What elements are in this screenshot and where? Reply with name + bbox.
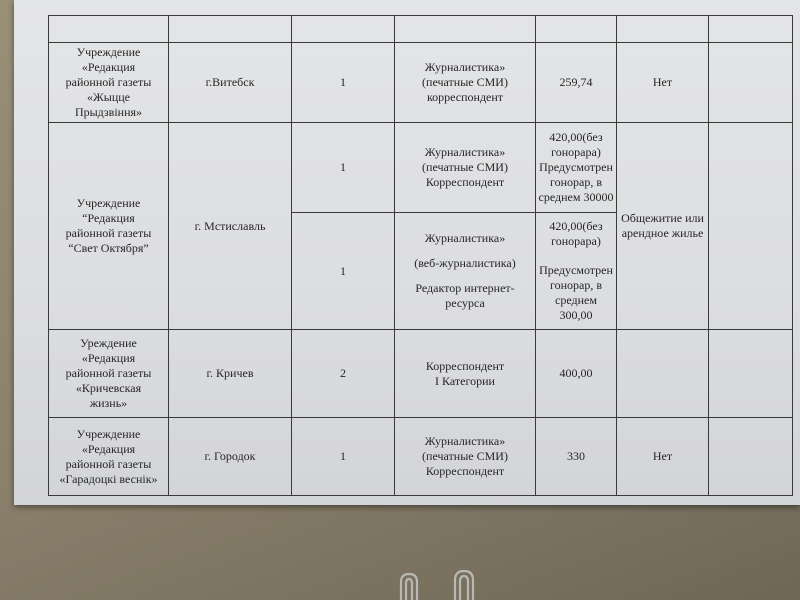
salary-line: 420,00(без <box>549 130 603 144</box>
salary-line: 259,74 <box>559 75 593 89</box>
org-line: «Гарадоцкі веснік» <box>59 471 158 486</box>
org-line: Урeждение <box>80 336 137 350</box>
table-row <box>49 123 793 213</box>
position-line: Корреспондент <box>425 175 505 189</box>
position-line: (печатные СМИ) <box>422 449 508 463</box>
empty-cell <box>709 43 793 123</box>
org-cell <box>49 43 169 123</box>
header-cell <box>709 16 793 43</box>
header-cell <box>169 16 292 43</box>
position-cell <box>395 213 536 330</box>
salary-cell <box>536 330 617 418</box>
city-cell: г. Городок <box>169 418 292 496</box>
paper-clip-icon <box>455 571 473 600</box>
position-line: Журналистика» <box>424 231 506 245</box>
line-gap <box>397 271 533 281</box>
position-line: Корреспондент <box>425 464 505 478</box>
org-cell <box>49 418 169 496</box>
line-gap <box>397 246 533 256</box>
salary-line: 420,00(без <box>549 219 603 233</box>
salary-line: гонорара) <box>551 145 601 159</box>
position-cell <box>395 418 536 496</box>
salary-line: Предусмотрен <box>539 160 613 174</box>
salary-line: среднем 30000 <box>538 190 614 204</box>
org-line: «Редакция <box>81 60 136 74</box>
position-line: Журналистика» <box>424 145 506 159</box>
housing-cell <box>617 123 709 330</box>
empty-cell <box>709 418 793 496</box>
count-cell: 1 <box>292 123 395 213</box>
count-cell: 1 <box>292 418 395 496</box>
position-cell <box>395 123 536 213</box>
org-line: Учреждение <box>76 45 141 59</box>
housing-line: арендное жилье <box>621 226 704 240</box>
salary-line: 330 <box>567 449 585 463</box>
position-cell <box>395 43 536 123</box>
paper-clip-icon <box>401 574 417 600</box>
org-line: районной газеты <box>65 366 152 380</box>
empty-cell <box>709 330 793 418</box>
salary-line: среднем 300,00 <box>555 293 597 322</box>
org-line: Прыдзвіння» <box>74 105 143 119</box>
org-line: “Редакция <box>82 211 135 225</box>
position-line: I Категории <box>435 373 495 388</box>
salary-line: 400,00 <box>559 366 593 380</box>
table-row <box>49 43 793 123</box>
org-line: “Свет Октября” <box>68 241 149 255</box>
salary-cell <box>536 418 617 496</box>
table-row <box>49 330 793 418</box>
position-line: (веб-журналистика) <box>414 256 516 270</box>
header-cell <box>617 16 709 43</box>
position-line: (печатные СМИ) <box>422 160 508 174</box>
header-cell <box>536 16 617 43</box>
org-line: районной газеты <box>65 456 152 471</box>
housing-cell <box>617 330 709 418</box>
salary-line: гонорар, в <box>549 278 603 292</box>
org-line: «Редакция <box>81 351 136 365</box>
header-cell <box>395 16 536 43</box>
salary-line: гонорара) <box>551 234 601 248</box>
line-gap <box>538 249 614 263</box>
paper-clips <box>395 568 515 600</box>
position-line: Редактор интернет-ресурса <box>415 281 515 310</box>
org-line: «Редакция <box>81 441 136 456</box>
vacancy-table <box>48 15 793 496</box>
header-cell <box>49 16 169 43</box>
position-line: Журналистика» <box>424 434 506 448</box>
city-cell: г. Кричев <box>169 330 292 418</box>
salary-line: гонорар, в <box>549 175 603 189</box>
org-line: жизнь» <box>89 396 128 410</box>
count-cell: 2 <box>292 330 395 418</box>
salary-cell <box>536 213 617 330</box>
count-cell: 1 <box>292 43 395 123</box>
empty-cell <box>709 123 793 330</box>
org-line: Учреждение <box>76 426 141 441</box>
city-cell: г.Витебск <box>169 43 292 123</box>
org-line: районной газеты <box>65 75 152 89</box>
housing-cell: Нет <box>617 418 709 496</box>
position-line: Журналистика» <box>424 60 506 74</box>
table-row <box>49 418 793 496</box>
org-line: Учреждение <box>76 196 141 210</box>
document-page <box>14 0 800 505</box>
org-line: районной газеты <box>65 226 152 240</box>
org-line: «Кричевская <box>75 381 142 395</box>
housing-line: Общежитие или <box>621 211 704 225</box>
position-line: (печатные СМИ) <box>422 75 508 89</box>
header-cell <box>292 16 395 43</box>
salary-cell <box>536 123 617 213</box>
count-cell: 1 <box>292 213 395 330</box>
salary-cell <box>536 43 617 123</box>
position-cell <box>395 330 536 418</box>
org-cell <box>49 330 169 418</box>
header-row <box>49 16 793 43</box>
housing-cell: Нет <box>617 43 709 123</box>
position-line: Корреспондент <box>425 358 505 373</box>
city-cell: г. Мстиславль <box>169 123 292 330</box>
org-line: «Жыцце <box>87 90 130 104</box>
salary-line: Предусмотрен <box>539 263 613 277</box>
position-line: корреспондент <box>426 90 504 104</box>
org-cell <box>49 123 169 330</box>
